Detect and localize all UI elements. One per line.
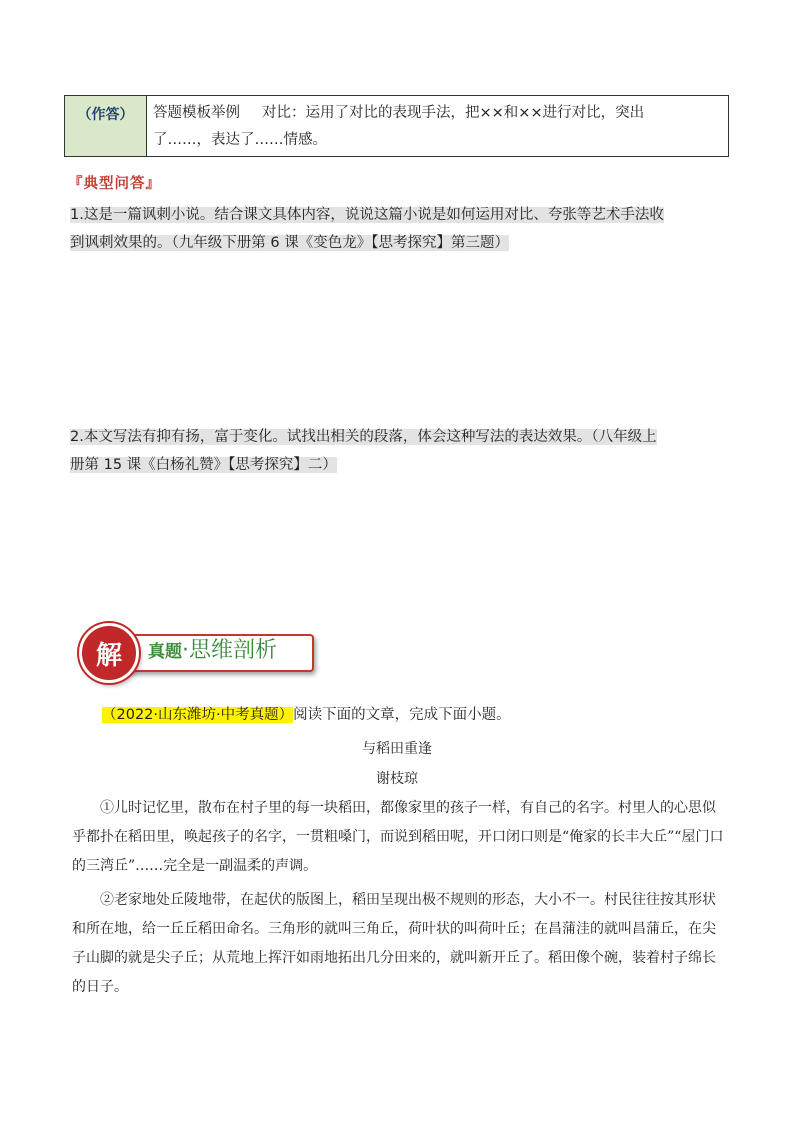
- answer-label: （作答）: [65, 96, 147, 156]
- answer-template-text: [147, 96, 728, 156]
- question-2-line1: 2.本文写法有抑有扬，富于变化。试找出相关的段落，体会这种写法的表达效果。（八年级上: [70, 429, 657, 445]
- article-author: 谢枝琼: [376, 771, 418, 787]
- question-1: [70, 201, 726, 257]
- article-paragraph-2: ②老家地处丘陵地带，在起伏的版图上，稻田呈现出极不规则的形态，大小不一。村民往往按其形状和所在地，给一丘丘稻田命名。三角形的就叫三角丘，荷叶状的叫荷叶丘；在昌蒲洼的就叫昌蒲丘，在尖子山脚的就是尖子丘；从荒地上挥汗如雨地拓出几分田来的，就叫新开丘了。稻田像个碗，装着村子绵长的日子。: [72, 892, 716, 995]
- question-2-line2: 册第 15 课《白杨礼赞》【思考探究】二）: [70, 457, 337, 473]
- badge-dot: ·: [182, 638, 189, 663]
- question-1-line1: 1.这是一篇讽刺小说。结合课文具体内容，说说这篇小说是如何运用对比、夸张等艺术手法收: [70, 207, 664, 223]
- section-title: 『典型问答』: [68, 175, 161, 192]
- answer-template-box: [64, 95, 729, 157]
- badge-strong-text: 真题: [148, 642, 182, 662]
- answer-template-heading: 答题模板举例: [153, 105, 240, 121]
- source-line: [102, 702, 511, 728]
- section-badge-icon: 解: [79, 623, 139, 683]
- source-instruction: 阅读下面的文章，完成下面小题。: [293, 707, 511, 723]
- badge-rest-text: 思维剖析: [189, 638, 278, 663]
- article-paragraph-1: ①儿时记忆里，散布在村子里的每一块稻田，都像家里的孩子一样，有自己的名字。村里人的心思似乎都扑在稻田里，唤起孩子的名字，一贯粗嗓门，而说到稻田呢，开口闭口则是“俺家的长丰大丘”“屋门口的三湾丘”……完全是一副温柔的声调。: [72, 800, 724, 874]
- article-title: 与稻田重逢: [362, 741, 432, 757]
- source-tag: （2022·山东潍坊·中考真题）: [102, 707, 294, 723]
- question-1-line2: 到讽刺效果的。（九年级下册第 6 课《变色龙》【思考探究】第三题）: [70, 235, 509, 251]
- question-2: [70, 423, 726, 479]
- answer-template-line1: 对比：运用了对比的表现手法，把××和××进行对比，突出: [262, 105, 645, 121]
- section-badge-text: [148, 636, 277, 667]
- answer-template-line2: 了……，表达了……情感。: [153, 132, 327, 148]
